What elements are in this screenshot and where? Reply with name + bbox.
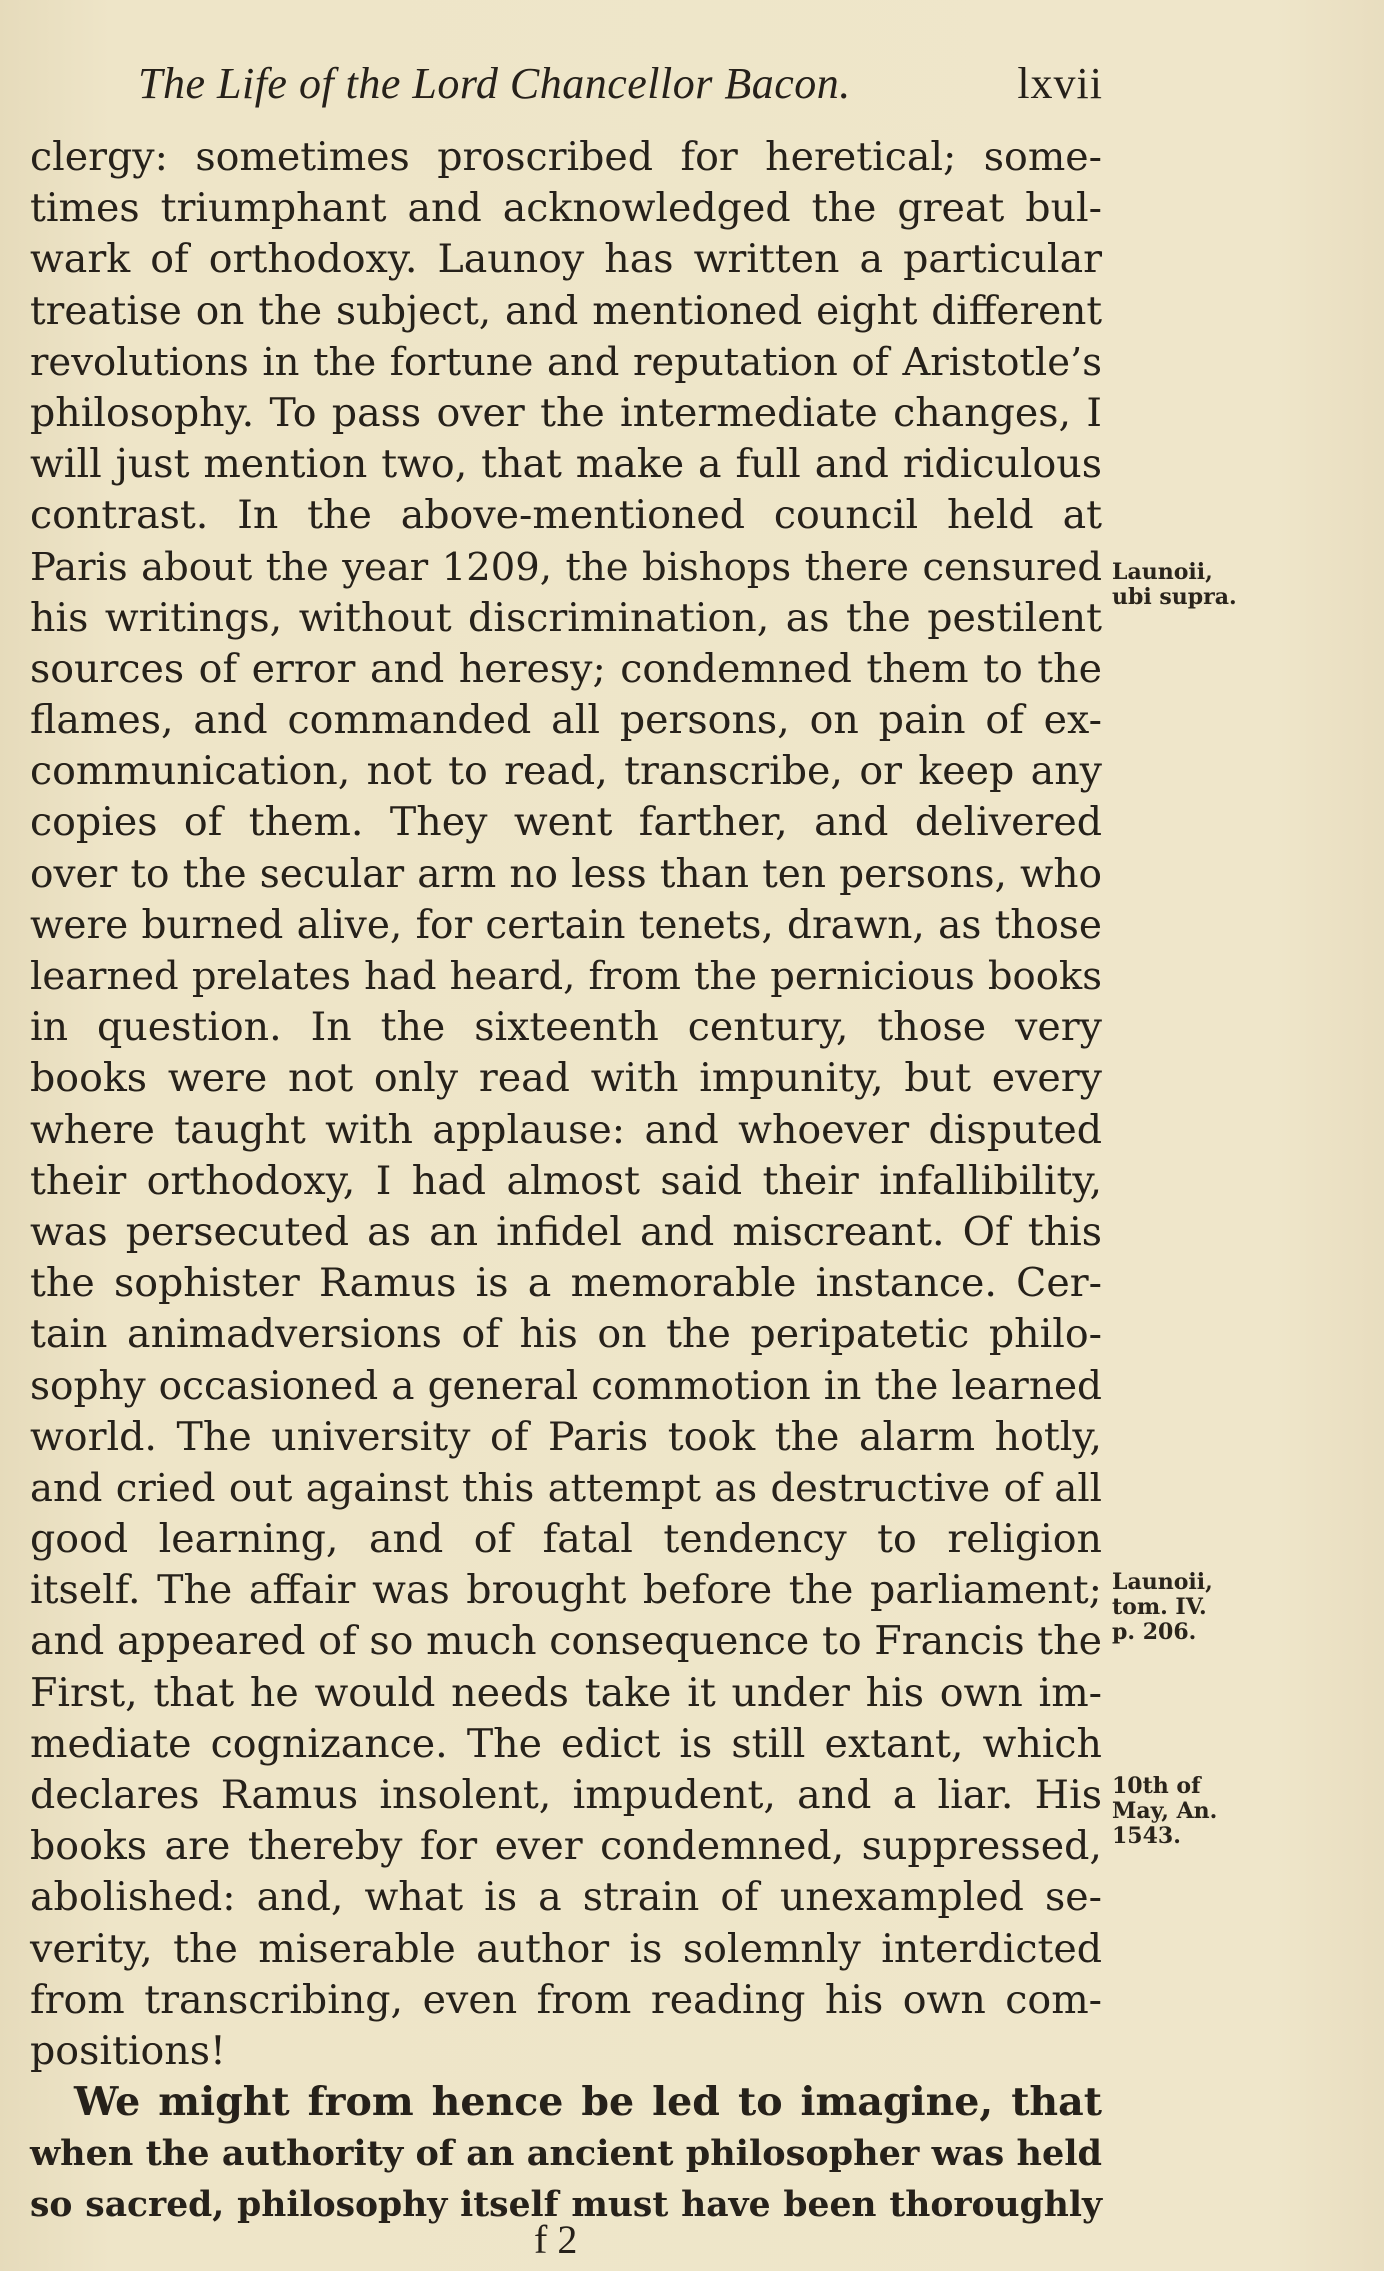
running-head [138,58,1103,118]
text-line: their orthodoxy, I had almost said their infallibility, [30,1157,1102,1204]
text-line: mediate cognizance. The edict is still extant, which [30,1720,1102,1767]
marginal-note-line: Launoii, [1112,1569,1213,1595]
text-line: will just mention two, that make a full and ridiculous [30,441,1102,488]
text-line: world. The university of Paris took the alarm hotly, [30,1413,1102,1460]
text-line: abolished: and, what is a strain of unexampled se- [30,1874,1102,1921]
marginal-note-line: ubi supra. [1112,584,1237,610]
marginal-note-line: 1543. [1112,1823,1181,1849]
text-line: positions! [30,2027,226,2074]
page-number: lxvii [1017,59,1103,108]
marginal-note-line: 10th of [1112,1773,1201,1799]
text-line: sophy occasioned a general commotion in the learned [30,1363,1102,1409]
text-line: itself. The affair was brought before the parliament; [30,1567,1102,1614]
marginal-note-line: tom. IV. [1112,1594,1207,1620]
text-line: when the authority of an ancient philosopher was held [30,2133,1102,2175]
text-line: We might from hence be led to imagine, that [74,2079,1102,2126]
marginal-note-date-1543 [1112,1774,1217,1849]
text-line: flames, and commanded all persons, on pain of ex- [30,697,1102,744]
text-line: learned prelates had heard, from the pernicious books [30,954,1102,999]
text-line: verity, the miserable author is solemnly interdicted [30,1925,1102,1972]
text-line: books were not only read with impunity, but every [30,1055,1102,1102]
text-line: books are thereby for ever condemned, suppressed, [30,1823,1102,1870]
text-line: was persecuted as an infidel and miscreant. Of this [30,1208,1102,1255]
text-line: were burned alive, for certain tenets, drawn, as those [30,902,1102,948]
marginal-note-launoii-ubi-supra [1112,560,1237,610]
text-line: First, that he would needs take it under his own im- [30,1669,1102,1716]
text-line: good learning, and of fatal tendency to religion [30,1516,1102,1563]
text-line: declares Ramus insolent, impudent, and a liar. His [30,1772,1102,1818]
text-line: from transcribing, even from reading his own com- [30,1976,1102,2023]
body-text [30,132,1102,2231]
text-line: where taught with applause: and whoever disputed [30,1106,1102,1153]
text-line: and appeared of so much consequence to Francis the [30,1618,1102,1665]
text-line: wark of orthodoxy. Launoy has written a particular [30,236,1102,283]
text-line: contrast. In the above-mentioned council held at [30,492,1102,539]
text-line: tain animadversions of his on the peripatetic philo- [30,1311,1102,1358]
text-line: clergy: sometimes proscribed for heretical; some- [30,134,1102,180]
text-line: over to the secular arm no less than ten persons, who [30,851,1102,897]
text-line: philosophy. To pass over the intermediate changes, I [30,389,1102,436]
text-line: his writings, without discrimination, as the pestilent [30,594,1102,641]
text-line: in question. In the sixteenth century, those very [30,1004,1102,1051]
marginal-note-line: Launoii, [1112,559,1213,585]
signature-mark: f 2 [534,2217,578,2262]
text-line: Paris about the year 1209, the bishops there censured [30,544,1102,590]
text-line: communication, not to read, transcribe, or keep any [30,748,1102,795]
running-title: The Life of the Lord Chancellor Bacon. [138,59,851,108]
text-line: revolutions in the fortune and reputation of Aristotle’s [30,339,1102,385]
text-line: times triumphant and acknowledged the great bul- [30,185,1102,232]
text-line: copies of them. They went farther, and delivered [30,799,1102,846]
text-line: and cried out against this attempt as destructive of all [30,1465,1102,1511]
marginal-note-line: p. 206. [1112,1619,1197,1645]
text-line: sources of error and heresy; condemned them to the [30,645,1102,692]
text-line: treatise on the subject, and mentioned eight different [30,288,1102,334]
text-line: the sophister Ramus is a memorable instance. Cer- [30,1260,1102,1307]
marginal-note-launoii-tom-iv [1112,1570,1213,1645]
text-line: so sacred, philosophy itself must have been thoroughly [30,2184,1102,2225]
marginal-note-line: May, An. [1112,1798,1218,1824]
